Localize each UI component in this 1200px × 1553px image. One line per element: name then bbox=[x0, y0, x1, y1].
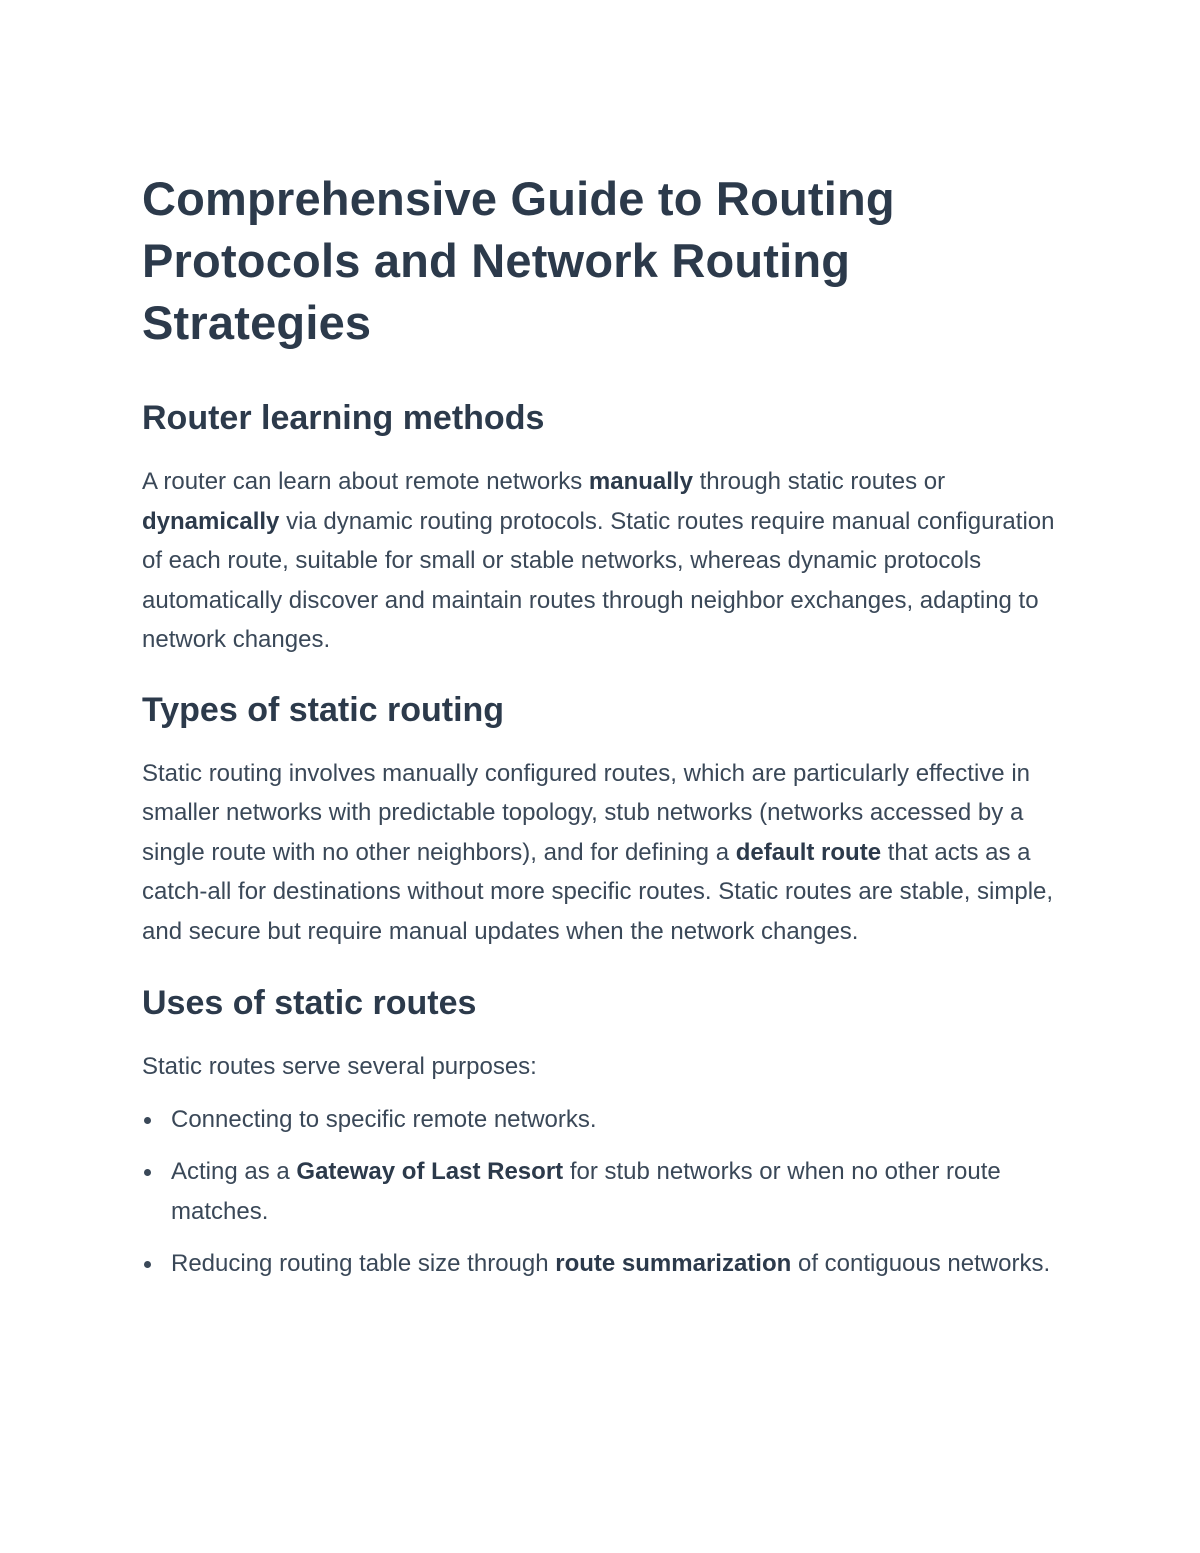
text-run: of contiguous networks. bbox=[791, 1250, 1051, 1277]
bold-term-dynamically: dynamically bbox=[142, 507, 280, 535]
text-run: A router can learn about remote networks bbox=[142, 468, 589, 495]
text-run: Connecting to specific remote networks. bbox=[171, 1105, 597, 1133]
list-item bbox=[142, 1244, 1067, 1284]
list-item bbox=[142, 1152, 1067, 1231]
text-run: Acting as a bbox=[171, 1158, 297, 1185]
paragraph-types-of-static-routing bbox=[142, 754, 1067, 952]
bold-term-manually: manually bbox=[588, 468, 693, 495]
document-title: Comprehensive Guide to Routing Protocols and Network Routing Strategies bbox=[142, 172, 895, 349]
section-heading-router-learning-methods: Router learning methods bbox=[142, 399, 545, 437]
bullet-icon bbox=[144, 1261, 151, 1268]
document-page bbox=[142, 168, 1067, 1297]
list-item bbox=[142, 1100, 1067, 1140]
bold-term-default-route: default route bbox=[735, 838, 882, 866]
bullet-icon bbox=[144, 1117, 151, 1124]
bullet-list-uses bbox=[142, 1100, 1067, 1284]
text-run: Static routing involves manually configured routes, which are particularly effective in smaller networks with predictable topology, stub networks (networks accessed by a single route with no other neighbors), and for defining a bbox=[142, 759, 1030, 866]
section-heading-types-of-static-routing: Types of static routing bbox=[142, 690, 505, 729]
bullet-icon bbox=[144, 1169, 151, 1176]
paragraph-router-learning-methods bbox=[142, 462, 1067, 660]
text-run: via dynamic routing protocols. Static routes require manual configuration of each route, suitable for small or stable networks, whereas dynamic protocols automatically discover and maintain routes through neighbor exchanges, adapting to network changes. bbox=[142, 507, 1055, 653]
bold-term-route-summarization: route summarization bbox=[555, 1250, 792, 1277]
text-run: through static routes or bbox=[692, 468, 946, 495]
bold-term-gateway-of-last-resort: Gateway of Last Resort bbox=[296, 1158, 564, 1185]
section-heading-uses-of-static-routes: Uses of static routes bbox=[142, 984, 477, 1022]
text-run: Reducing routing table size through bbox=[171, 1250, 556, 1277]
text-run: that acts as a catch-all for destinations without more specific routes. Static routes are stable, simple, and secure but require manual updates when the network changes. bbox=[142, 838, 1054, 945]
paragraph-uses-intro: Static routes serve several purposes: bbox=[142, 1053, 537, 1080]
text-run: for stub networks or when no other route matches. bbox=[171, 1158, 1001, 1225]
